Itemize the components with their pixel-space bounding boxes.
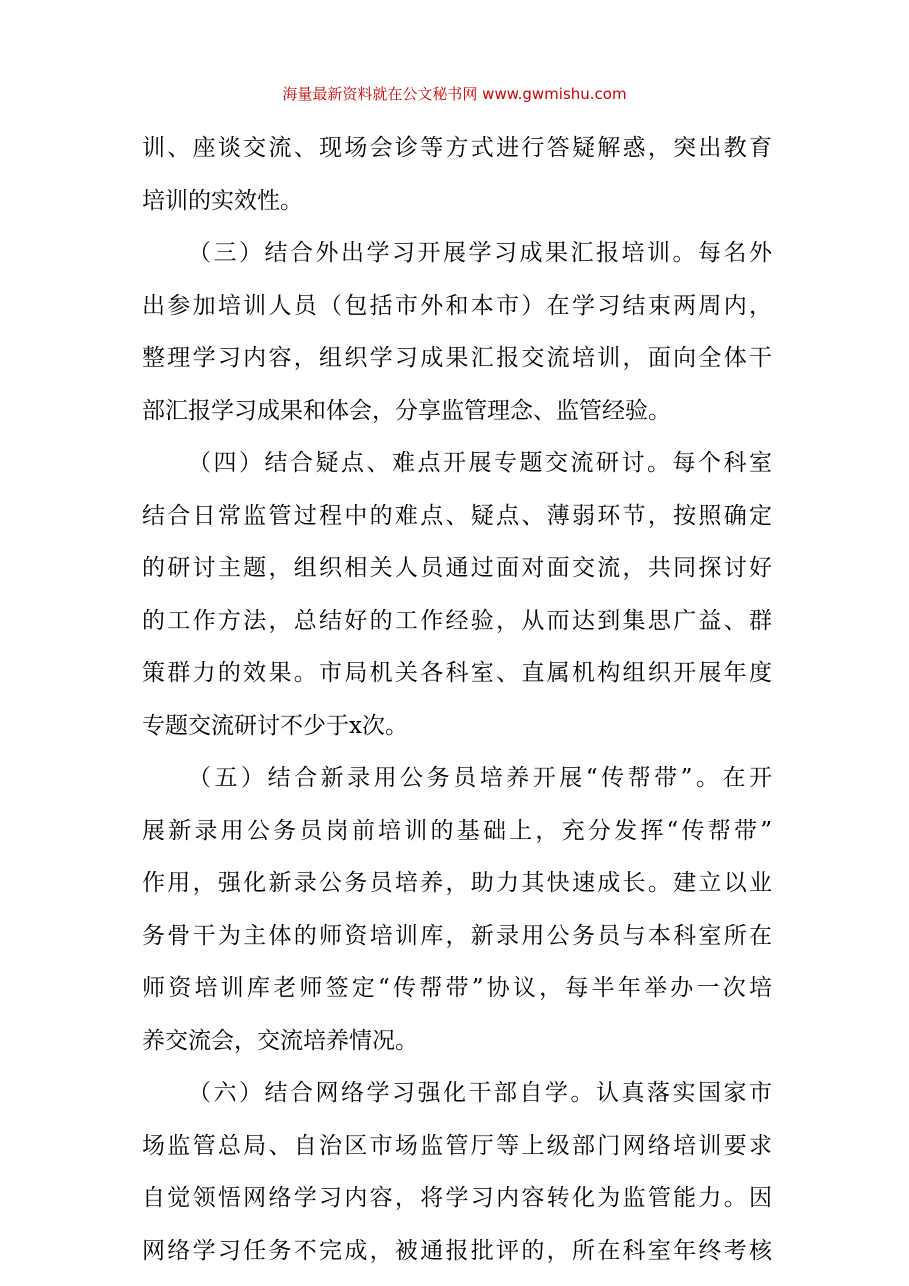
text-line: 展新录用公务员岗前培训的基础上，充分发挥“传帮带”: [142, 817, 772, 844]
paragraph-first-line: （五）结合新录用公务员培养开展“传帮带”。在开: [188, 765, 772, 791]
text-line: 自觉领悟网络学习内容，将学习内容转化为监管能力。因: [142, 1185, 772, 1211]
text-line: 的研讨主题，组织相关人员通过面对面交流，共同探讨好: [142, 555, 772, 581]
text-line: 培训的实效性。: [142, 187, 303, 214]
text-line: 部汇报学习成果和体会，分享监管理念、监管经验。: [142, 397, 671, 424]
text-line: 出参加培训人员（包括市外和本市）在学习结束两周内，: [142, 292, 772, 319]
text-line: 务骨干为主体的师资培训库，新录用公务员与本科室所在: [142, 922, 772, 949]
text-line: 师资培训库老师签定“传帮带”协议，每半年举办一次培: [142, 975, 772, 1001]
text-line: 场监管总局、自治区市场监管厅等上级部门网络培训要求: [142, 1132, 772, 1159]
site-watermark-header: 海量最新资料就在公文秘书网 www.gwmishu.com: [282, 85, 627, 103]
text-line: 养交流会，交流培养情况。: [142, 1027, 418, 1054]
text-line: 作用，强化新录公务员培养，助力其快速成长。建立以业: [142, 870, 772, 896]
paragraph-first-line: （四）结合疑点、难点开展专题交流研讨。每个科室: [188, 450, 772, 476]
text-line: 结合日常监管过程中的难点、疑点、薄弱环节，按照确定: [142, 502, 772, 529]
paragraph-first-line: （六）结合网络学习强化干部自学。认真落实国家市: [188, 1080, 772, 1106]
text-line: 训、座谈交流、现场会诊等方式进行答疑解惑，突出教育: [142, 135, 772, 161]
text-line: 整理学习内容，组织学习成果汇报交流培训，面向全体干: [142, 345, 772, 371]
text-line: 网络学习任务不完成，被通报批评的，所在科室年终考核: [142, 1237, 772, 1264]
paragraph-first-line: （三）结合外出学习开展学习成果汇报培训。每名外: [188, 240, 772, 266]
text-line: 的工作方法，总结好的工作经验，从而达到集思广益、群: [142, 607, 772, 634]
text-line: 策群力的效果。市局机关各科室、直属机构组织开展年度: [142, 660, 772, 686]
text-line: 专题交流研讨不少于x次。: [142, 712, 408, 739]
document-body: [142, 122, 772, 1277]
